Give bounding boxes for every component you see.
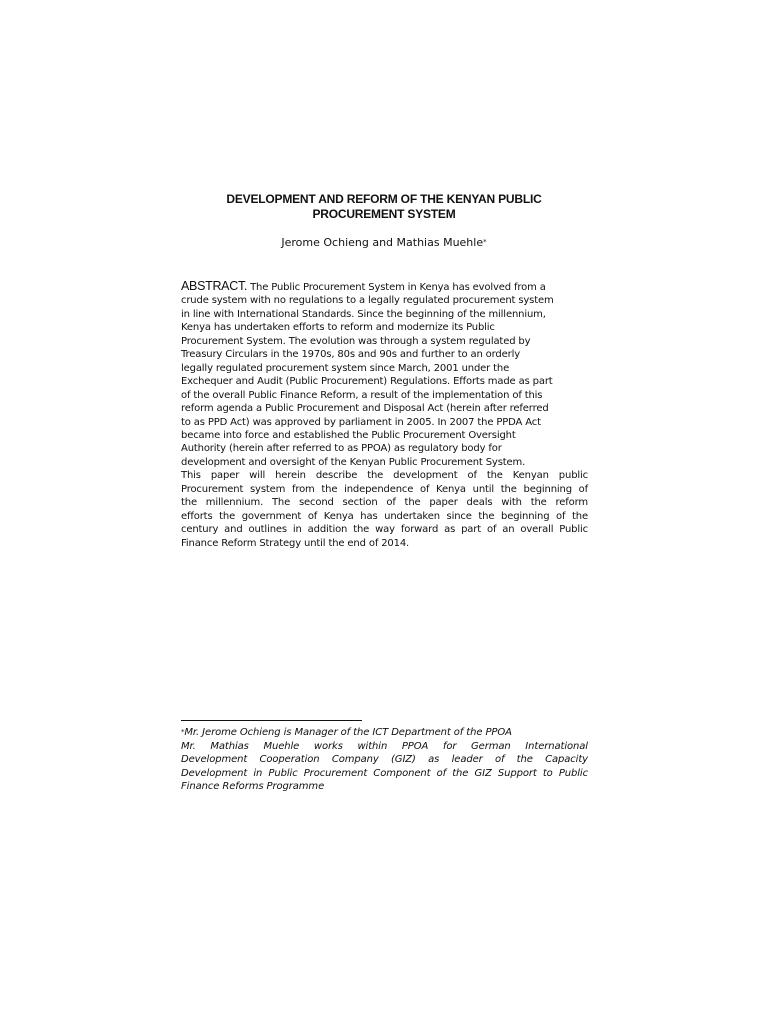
footnote-divider [181,720,362,721]
abstract-line: Exchequer and Audit (Public Procurement) Regulations. Efforts made as part [181,376,553,388]
authors-line [180,236,588,250]
paragraph-line: Procurement system from the independence of Kenya until the beginning of [181,483,588,495]
abstract-line: Kenya has undertaken efforts to reform and modernize its Public [181,322,495,334]
abstract-line-text: The Public Procurement System in Kenya has evolved from a [247,282,546,293]
paragraph-line: efforts the government of Kenya has undertaken since the beginning of the [181,510,588,522]
paragraph-line: Finance Reform Strategy until the end of 2014. [181,537,410,549]
footnote-line: Finance Reforms Programme [181,781,325,792]
abstract-line: to as PPD Act) was approved by parliament in 2005. In 2007 the PPDA Act [181,416,541,428]
abstract-line: in line with International Standards. Since the beginning of the millennium, [181,308,546,320]
abstract-line: Procurement System. The evolution was through a system regulated by [181,335,531,347]
abstract-line: legally regulated procurement system since March, 2001 under the [181,362,510,374]
paragraph-line: This paper will herein describe the development of the Kenyan public [181,470,588,482]
footnote-line [181,726,588,740]
footnote-line: Development Cooperation Company (GIZ) as leader of the Capacity [181,754,588,765]
abstract-line: of the overall Public Finance Reform, a result of the implementation of this [181,389,543,401]
abstract-line: became into force and established the Public Procurement Oversight [181,429,516,441]
abstract-line [181,280,588,294]
abstract-line: crude system with no regulations to a legally regulated procurement system [181,295,554,307]
abstract-label: ABSTRACT. [181,279,248,293]
paragraph-line: century and outlines in addition the way forward as part of an overall Public [181,524,588,536]
footnotes-block [181,726,588,794]
abstract-line: reform agenda a Public Procurement and Disposal Act (herein after referred [181,403,549,415]
footnote-text: Mr. Jerome Ochieng is Manager of the ICT Department of the PPOA [184,727,512,738]
paper-title-line-2: PROCUREMENT SYSTEM [312,207,456,221]
author-names: Jerome Ochieng and Mathias Muehle [281,236,484,249]
paper-title [180,192,588,222]
paragraph-line: the millennium. The second section of the paper deals with the reform [181,497,588,509]
footnote-line: Development in Public Procurement Component of the GIZ Support to Public [181,767,588,779]
footnote-marker: * [181,728,185,736]
abstract-block [181,280,588,550]
abstract-line: Authority (herein after referred to as PPOA) as regulatory body for [181,443,502,455]
author-footnote-marker: * [483,238,487,246]
abstract-line: Treasury Circulars in the 1970s, 80s and 90s and further to an orderly [181,349,520,361]
abstract-line: development and oversight of the Kenyan Public Procurement System. [181,456,526,468]
footnote-line: Mr. Mathias Muehle works within PPOA for German International [181,740,588,752]
paper-title-line-1: DEVELOPMENT AND REFORM OF THE KENYAN PUBLIC [226,192,542,206]
